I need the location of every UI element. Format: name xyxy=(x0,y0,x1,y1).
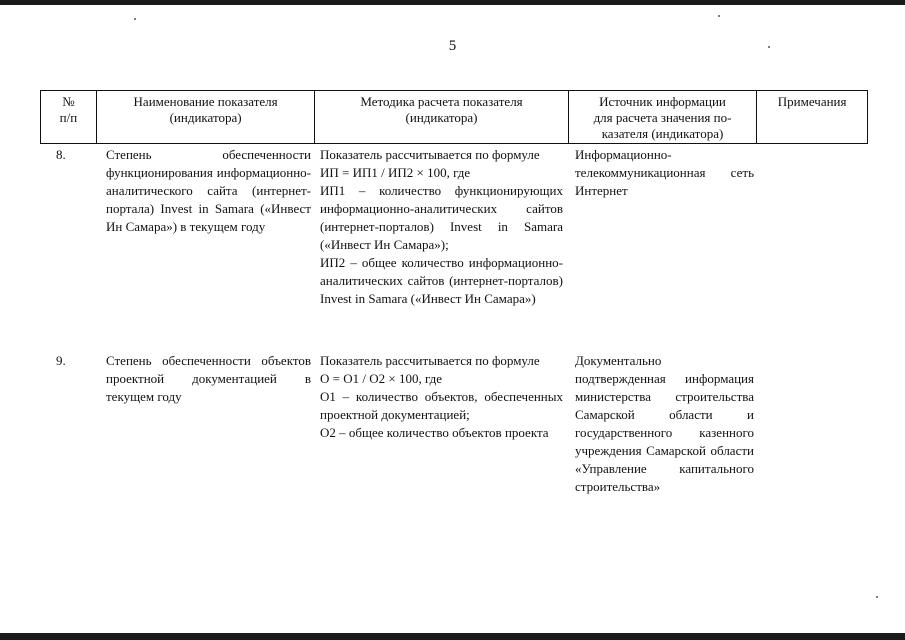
method-line: Показатель рассчитывается по формуле xyxy=(320,147,540,162)
scan-speck xyxy=(718,15,720,17)
table-row xyxy=(40,352,868,496)
header-indicator-name: Наименование показателя (индикатора) xyxy=(97,91,315,143)
calculation-method xyxy=(315,146,569,308)
calculation-method xyxy=(315,352,569,496)
scan-bottom-border xyxy=(0,633,905,640)
method-line: ИП2 – общее количество информационно-аналитических сайтов (интернет-порталов) Invest in Samara («Инвест Ин Самара») xyxy=(320,255,563,306)
method-formula: О = О1 / О2 × 100, где xyxy=(320,371,443,386)
scan-top-border xyxy=(0,0,905,5)
notes xyxy=(758,352,868,496)
method-formula: ИП = ИП1 / ИП2 × 100, где xyxy=(320,165,471,180)
information-source: Документально подтвержденная информация министерства строительства Самарской области и государственного казенного учреждения Самарской области «Управление капитального строительства» xyxy=(575,353,754,494)
row-number: 9. xyxy=(56,353,66,368)
method-line: Показатель рассчитывается по формуле xyxy=(320,353,540,368)
header-notes: Примечания xyxy=(777,94,847,109)
header-information-source: Источник информации для расчета значения по- казателя (индикатора) xyxy=(569,91,758,143)
information-source: Информационно-телекоммуникационная сеть Интернет xyxy=(575,147,754,198)
table-row xyxy=(40,146,868,308)
method-line: О2 – общее количество объектов проекта xyxy=(320,425,549,440)
indicator-name: Степень обеспеченности функционирования информационно-аналитического сайта (интернет-портала) Invest in Samara («Инвест Ин Самара») в текущем году xyxy=(106,147,311,234)
notes xyxy=(758,146,868,308)
table-header xyxy=(40,90,868,144)
method-line: ИП1 – количество функционирующих информационно-аналитических сайтов (интернет-порталов) Invest in Samara («Инвест Ин Самара»); xyxy=(320,183,563,252)
scan-speck xyxy=(876,596,878,598)
header-number: № п/п xyxy=(41,91,97,143)
method-line: О1 – количество объектов, обеспеченных проектной документацией; xyxy=(320,389,563,422)
page-number: 5 xyxy=(448,38,457,54)
header-calculation-method: Методика расчета показателя (индикатора) xyxy=(315,91,568,143)
scan-speck xyxy=(134,18,136,20)
row-number: 8. xyxy=(56,147,66,162)
indicator-name: Степень обеспеченности объектов проектной документацией в текущем году xyxy=(106,353,311,404)
